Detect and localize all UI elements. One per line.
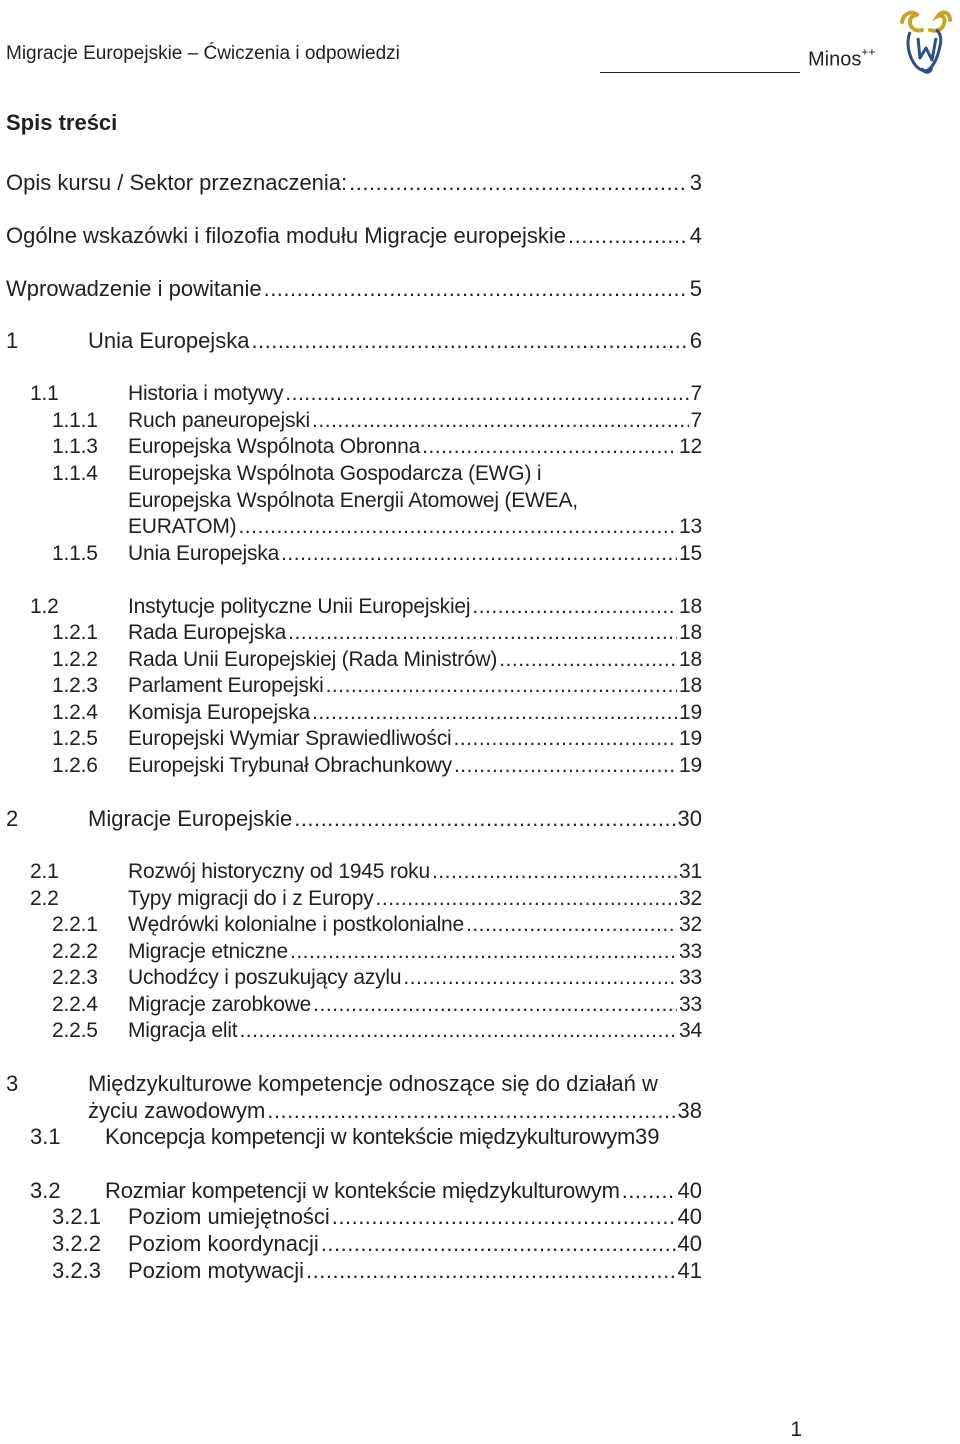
toc-entry-page: 40 bbox=[677, 1204, 702, 1229]
leader-dots bbox=[264, 275, 688, 303]
toc-entry-number: 1.1.3 bbox=[52, 435, 98, 458]
toc-entry-title: Europejska Wspólnota Gospodarcza (EWG) i bbox=[128, 462, 542, 485]
toc-entry-title: Europejski Wymiar Sprawiedliwości bbox=[128, 727, 452, 750]
toc-entry-number: 1.2.1 bbox=[52, 621, 98, 644]
leader-dots bbox=[239, 1017, 677, 1045]
toc-entry-page: 18 bbox=[679, 595, 702, 618]
toc-entry[interactable] bbox=[0, 169, 960, 197]
toc-entry-page: 30 bbox=[677, 806, 702, 831]
toc-entry[interactable] bbox=[0, 646, 960, 674]
toc-entry-title: Migracja elit bbox=[128, 1019, 238, 1042]
toc-entry[interactable] bbox=[0, 1230, 960, 1258]
leader-dots bbox=[285, 380, 688, 408]
toc-entry-title: Migracje etniczne bbox=[128, 940, 289, 963]
leader-dots bbox=[312, 407, 688, 435]
toc-entry[interactable] bbox=[0, 672, 960, 700]
toc-entry[interactable] bbox=[0, 938, 960, 966]
leader-dots bbox=[321, 1230, 676, 1258]
toc-entry-number: 3.2.3 bbox=[52, 1258, 101, 1283]
toc-entry-number: 3.2 bbox=[30, 1178, 61, 1203]
toc-entry-title: Instytucje polityczne Unii Europejskiej bbox=[128, 595, 471, 618]
toc-entry-page: 33 bbox=[679, 993, 702, 1016]
toc-entry-title: Poziom motywacji bbox=[128, 1258, 305, 1283]
toc-entry-title: Wprowadzenie i powitanie bbox=[6, 276, 262, 301]
leader-dots bbox=[349, 169, 688, 197]
toc-entry-page: 3 bbox=[689, 170, 702, 195]
toc-entry-number: 3.2.1 bbox=[52, 1204, 101, 1229]
page-number: 1 bbox=[790, 1418, 802, 1441]
leader-dots bbox=[313, 991, 677, 1019]
toc-entry-number: 1.2.6 bbox=[52, 754, 98, 777]
toc-entry-title: Opis kursu / Sektor przeznaczenia: bbox=[6, 170, 348, 195]
toc-entry-page: 7 bbox=[690, 409, 702, 432]
leader-dots bbox=[238, 513, 677, 541]
leader-dots bbox=[251, 327, 687, 355]
toc-entry-number: 1.2.2 bbox=[52, 648, 98, 671]
toc-entry-title: Parlament Europejski bbox=[128, 674, 324, 697]
leader-dots bbox=[466, 911, 677, 939]
toc-entry[interactable] bbox=[0, 1123, 960, 1151]
toc-entry-title-line3: EURATOM) bbox=[128, 515, 237, 538]
toc-entry[interactable] bbox=[0, 752, 960, 780]
toc-entry-page: 12 bbox=[679, 435, 702, 458]
toc-entry-continuation bbox=[0, 487, 960, 515]
toc-entry-page: 33 bbox=[679, 940, 702, 963]
leader-dots bbox=[422, 433, 677, 461]
leader-dots bbox=[267, 1097, 675, 1125]
toc-entry-title: Migracje zarobkowe bbox=[128, 993, 312, 1016]
toc-entry-page: 7 bbox=[690, 382, 702, 405]
toc-entry-title: Rozwój historyczny od 1945 roku bbox=[128, 860, 430, 883]
leader-dots bbox=[294, 805, 675, 833]
toc-entry-number: 2.2.3 bbox=[52, 966, 98, 989]
toc-entry[interactable] bbox=[0, 805, 960, 833]
toc-entry-title: Koncepcja kompetencji w kontekście międzykulturowym bbox=[105, 1124, 636, 1149]
toc-entry[interactable] bbox=[0, 725, 960, 753]
toc-entry-page: 32 bbox=[679, 913, 702, 936]
toc-entry[interactable] bbox=[0, 540, 960, 568]
toc-entry-number: 2.2.2 bbox=[52, 940, 98, 963]
brand-superscript: ++ bbox=[861, 45, 876, 59]
toc-entry-page: 18 bbox=[679, 648, 702, 671]
toc-entry-page: 38 bbox=[677, 1098, 702, 1123]
toc-entry-page: 6 bbox=[689, 328, 702, 353]
leader-dots bbox=[432, 858, 677, 886]
toc-entry-title: Unia Europejska bbox=[128, 542, 280, 565]
toc-entry-number: 1 bbox=[6, 328, 19, 353]
toc-entry-number: 1.1.4 bbox=[52, 462, 98, 485]
toc-entry-title: Komisja Europejska bbox=[128, 701, 310, 724]
leader-dots bbox=[281, 540, 677, 568]
toc-entry-number: 1.1.5 bbox=[52, 542, 98, 565]
toc-entry-page: 15 bbox=[679, 542, 702, 565]
brand-name bbox=[808, 47, 875, 72]
leader-dots bbox=[622, 1177, 676, 1205]
toc-entry[interactable] bbox=[0, 222, 960, 250]
toc-entry-number: 1.1.1 bbox=[52, 409, 98, 432]
toc-entry[interactable] bbox=[0, 1070, 960, 1098]
leader-dots bbox=[453, 725, 677, 753]
toc-entry[interactable] bbox=[0, 991, 960, 1019]
toc-entry-title: Typy migracji do i z Europy bbox=[128, 887, 374, 910]
minos-bull-logo-icon bbox=[896, 8, 956, 76]
toc-entry-page: 33 bbox=[679, 966, 702, 989]
toc-entry-number: 1.2.3 bbox=[52, 674, 98, 697]
leader-dots bbox=[376, 885, 678, 913]
toc-entry[interactable] bbox=[0, 460, 960, 488]
toc-entry[interactable] bbox=[0, 1017, 960, 1045]
brand-text: Minos bbox=[808, 48, 862, 71]
toc-entry-continuation[interactable] bbox=[0, 1097, 960, 1125]
toc-entry[interactable] bbox=[0, 1203, 960, 1231]
toc-entry-title-line2: Europejska Wspólnota Energii Atomowej (EWEA, bbox=[128, 489, 578, 512]
header-rule bbox=[600, 72, 800, 73]
toc-entry-title: Historia i motywy bbox=[128, 382, 284, 405]
toc-entry-number: 2.2.1 bbox=[52, 913, 98, 936]
toc-entry[interactable] bbox=[0, 885, 960, 913]
toc-entry-number: 3 bbox=[6, 1071, 19, 1096]
leader-dots bbox=[312, 699, 677, 727]
toc-entry-page: 34 bbox=[679, 1019, 702, 1042]
toc-entry[interactable] bbox=[0, 964, 960, 992]
toc-entry[interactable] bbox=[0, 619, 960, 647]
toc-entry-number: 1.2 bbox=[30, 595, 59, 618]
toc-entry-page: 39 bbox=[635, 1124, 660, 1149]
toc-entry-number: 1.2.5 bbox=[52, 727, 98, 750]
toc-entry-number: 2 bbox=[6, 806, 19, 831]
toc-entry-page: 18 bbox=[679, 621, 702, 644]
toc-entry-title: Poziom umiejętności bbox=[128, 1204, 330, 1229]
toc-entry-number: 2.2.4 bbox=[52, 993, 98, 1016]
toc-entry-page: 19 bbox=[679, 727, 702, 750]
toc-entry-page: 18 bbox=[679, 674, 702, 697]
toc-entry[interactable] bbox=[0, 858, 960, 886]
toc-entry-page: 19 bbox=[679, 701, 702, 724]
toc-entry-title: Unia Europejska bbox=[88, 328, 250, 353]
leader-dots bbox=[288, 619, 677, 647]
toc-entry-page: 32 bbox=[679, 887, 702, 910]
toc-entry-page: 19 bbox=[679, 754, 702, 777]
toc-heading: Spis treści bbox=[6, 110, 118, 135]
document-header-title: Migracje Europejskie – Ćwiczenia i odpowiedzi bbox=[6, 43, 400, 64]
leader-dots bbox=[472, 593, 677, 621]
toc-entry-number: 3.1 bbox=[30, 1124, 61, 1149]
toc-entry-title: Rada Unii Europejskiej (Rada Ministrów) bbox=[128, 648, 498, 671]
toc-entry-title: Międzykulturowe kompetencje odnoszące się do działań w bbox=[88, 1071, 658, 1096]
leader-dots bbox=[499, 646, 677, 674]
toc-entry-number: 1.2.4 bbox=[52, 701, 98, 724]
toc-entry[interactable] bbox=[0, 380, 960, 408]
toc-entry-page: 40 bbox=[677, 1178, 702, 1203]
toc-entry-page: 5 bbox=[689, 276, 702, 301]
toc-entry-continuation[interactable] bbox=[0, 513, 960, 541]
toc-entry-title: Rada Europejska bbox=[128, 621, 287, 644]
toc-entry-page: 4 bbox=[689, 223, 702, 248]
leader-dots bbox=[403, 964, 677, 992]
toc-entry-page: 13 bbox=[679, 515, 702, 538]
toc-entry-page: 41 bbox=[677, 1258, 702, 1283]
toc-entry-title: Ruch paneuropejski bbox=[128, 409, 311, 432]
toc-entry-title: Europejski Trybunał Obrachunkowy bbox=[128, 754, 452, 777]
toc-entry-title: Poziom koordynacji bbox=[128, 1231, 319, 1256]
toc-entry-page: 31 bbox=[679, 860, 702, 883]
toc-entry-title: Uchodźcy i poszukujący azylu bbox=[128, 966, 402, 989]
toc-entry-title-line2: życiu zawodowym bbox=[88, 1098, 266, 1123]
leader-dots bbox=[332, 1203, 676, 1231]
toc-entry[interactable] bbox=[0, 911, 960, 939]
toc-entry-number: 2.2 bbox=[30, 887, 59, 910]
toc-entry[interactable] bbox=[0, 327, 960, 355]
toc-entry[interactable] bbox=[0, 1257, 960, 1285]
toc-entry-title: Europejska Wspólnota Obronna bbox=[128, 435, 421, 458]
toc-entry[interactable] bbox=[0, 275, 960, 303]
toc-entry-number: 2.2.5 bbox=[52, 1019, 98, 1042]
leader-dots bbox=[290, 938, 677, 966]
toc-entry[interactable] bbox=[0, 407, 960, 435]
leader-dots bbox=[568, 222, 688, 250]
toc-entry-number: 2.1 bbox=[30, 860, 59, 883]
leader-dots bbox=[326, 672, 677, 700]
toc-entry[interactable] bbox=[0, 699, 960, 727]
toc-entry-number: 1.1 bbox=[30, 382, 59, 405]
toc-entry-title: Ogólne wskazówki i filozofia modułu Migracje europejskie bbox=[6, 223, 567, 248]
toc-entry-number: 3.2.2 bbox=[52, 1231, 101, 1256]
leader-dots bbox=[306, 1257, 675, 1285]
toc-entry-title: Rozmiar kompetencji w kontekście międzykulturowym bbox=[105, 1178, 620, 1203]
toc-entry-page: 40 bbox=[677, 1231, 702, 1256]
toc-entry-title: Migracje Europejskie bbox=[88, 806, 293, 831]
toc-entry[interactable] bbox=[0, 593, 960, 621]
leader-dots bbox=[454, 752, 677, 780]
toc-entry[interactable] bbox=[0, 433, 960, 461]
toc-entry-title: Wędrówki kolonialne i postkolonialne bbox=[128, 913, 464, 936]
toc-entry[interactable] bbox=[0, 1177, 960, 1205]
